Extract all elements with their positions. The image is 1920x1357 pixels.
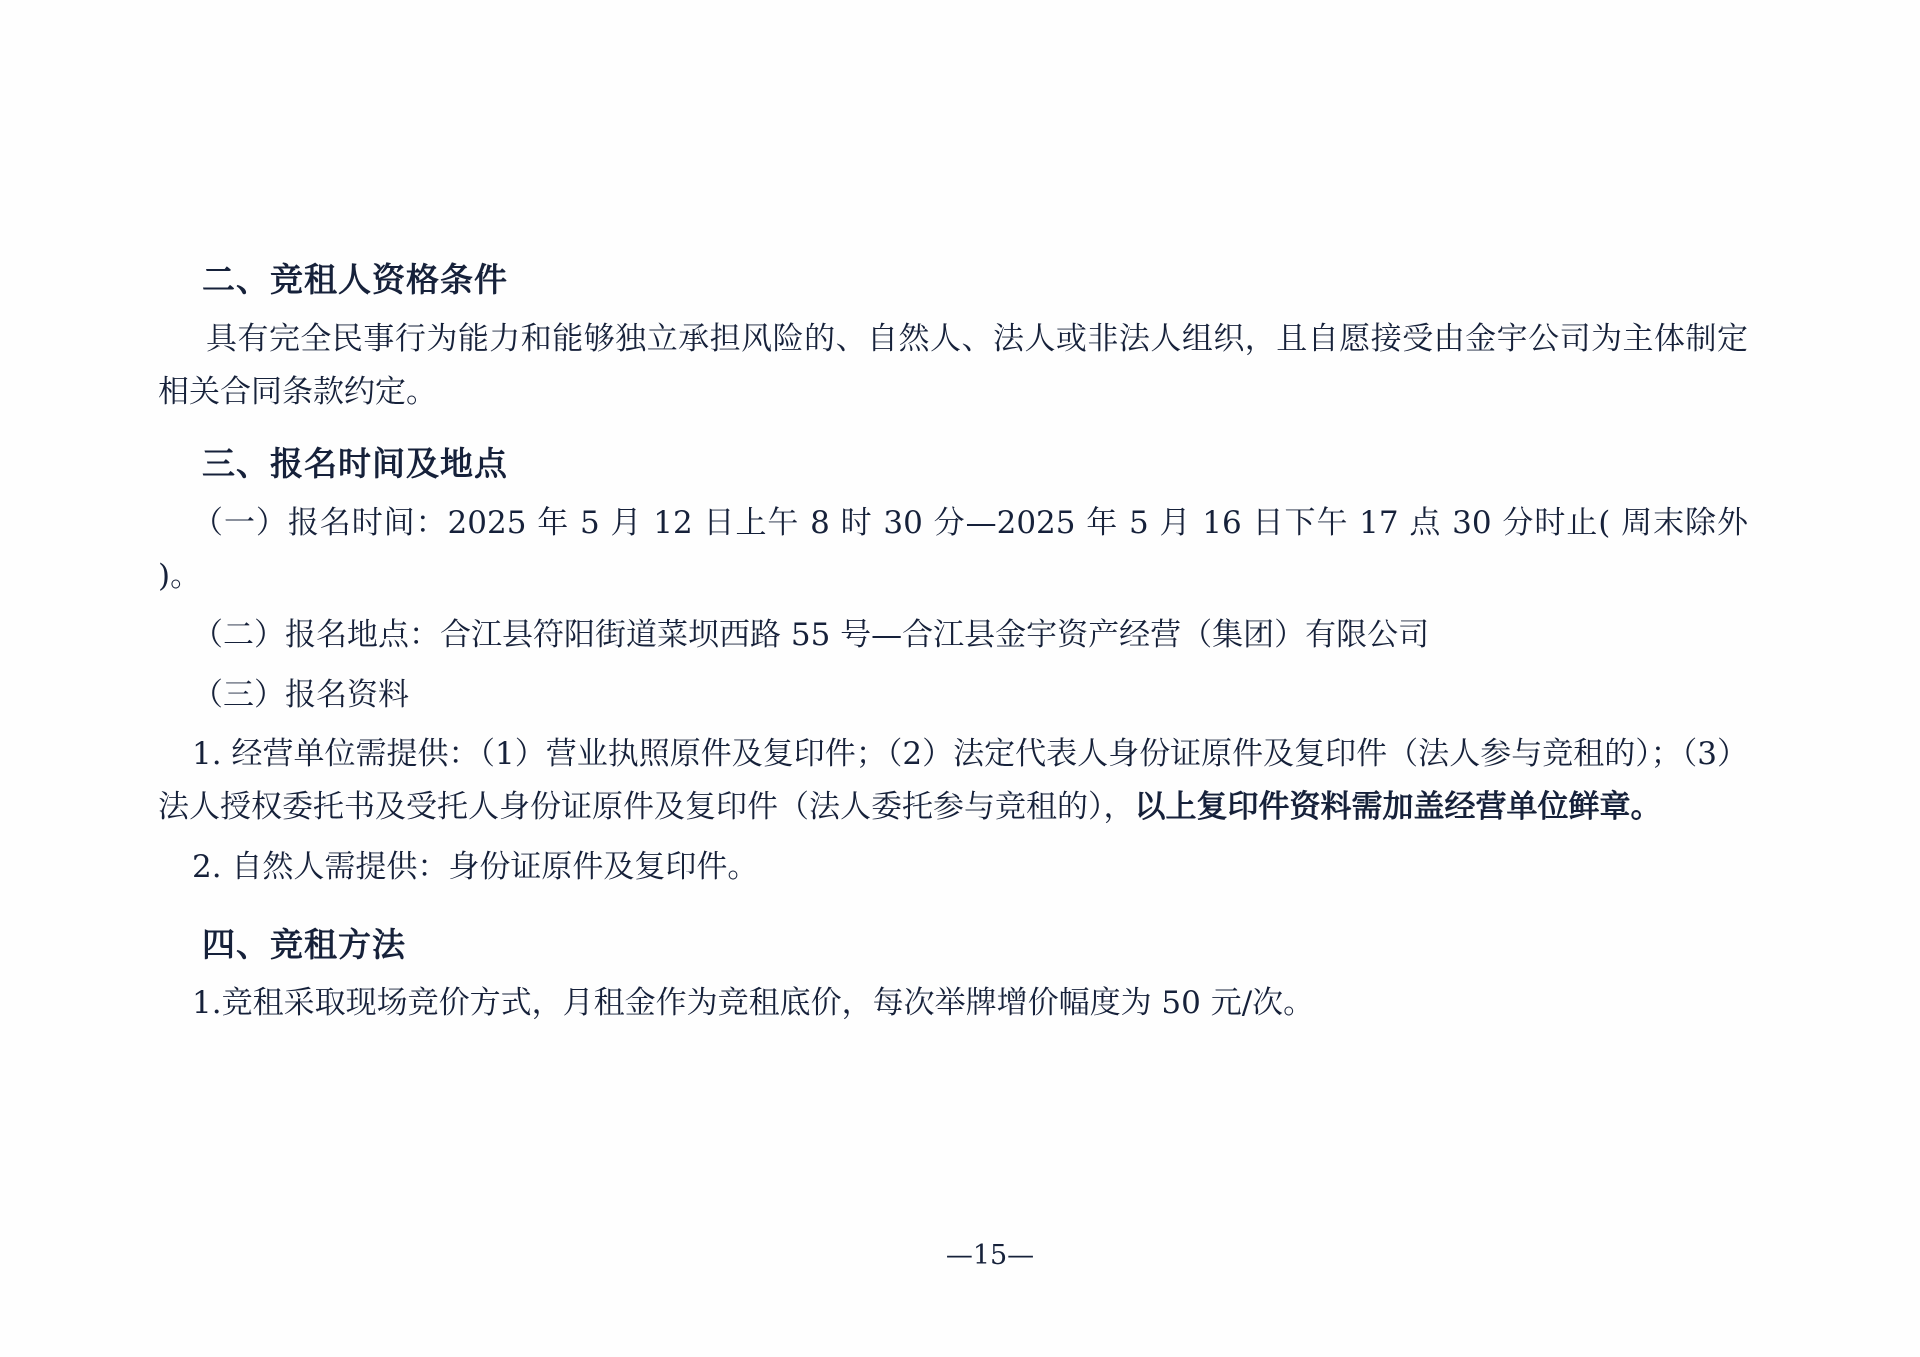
paragraph-registration-materials-1 [158, 728, 1748, 835]
paragraph-registration-materials-2: 2. 自然人需提供：身份证原件及复印件。 [192, 848, 759, 885]
page-footer [0, 1240, 1920, 1271]
paragraph-registration-place: （二）报名地点：合江县符阳街道菜坝西路 55 号—合江县金宇资产经营（集团）有限公司 [192, 617, 1430, 654]
paragraph-method-body-1: 1.竞租采取现场竞价方式，月租金作为竞租底价，每次举牌增价幅度为 50 元/次。 [192, 985, 1315, 1022]
paragraph-registration-materials-title: （三）报名资料 [192, 676, 409, 713]
materials-1-emphasis: 以上复印件资料需加盖经营单位鲜章。 [1134, 789, 1662, 826]
document-body [158, 255, 1748, 1037]
spacer [158, 425, 1748, 439]
materials-1-text: 1. 经营单位需提供：（1）营业执照原件及复印件；（2）法定代表人身份证原件及复印件（法人参与竞租的）；（3）法人授权委托书及受托人身份证原件及复印件（法人委托参与竞租的）， [158, 735, 1748, 826]
section-heading-registration: 三、报名时间及地点 [202, 444, 508, 484]
page-number: —15— [945, 1240, 1035, 1271]
paragraph-registration-time: （一）报名时间：2025 年 5 月 12 日上午 8 时 30 分—2025 年 5 月 16 日下午 17 点 30 分时止( 周末除外 )。 [158, 504, 1748, 594]
spacer [158, 900, 1748, 920]
section-heading-method: 四、竞租方法 [202, 924, 406, 964]
section-heading-qualification: 二、竞租人资格条件 [202, 260, 508, 299]
paragraph-qualification-body: 具有完全民事行为能力和能够独立承担风险的、自然人、法人或非法人组织，且自愿接受由金宇公司为主体制定相关合同条款约定。 [158, 320, 1748, 410]
